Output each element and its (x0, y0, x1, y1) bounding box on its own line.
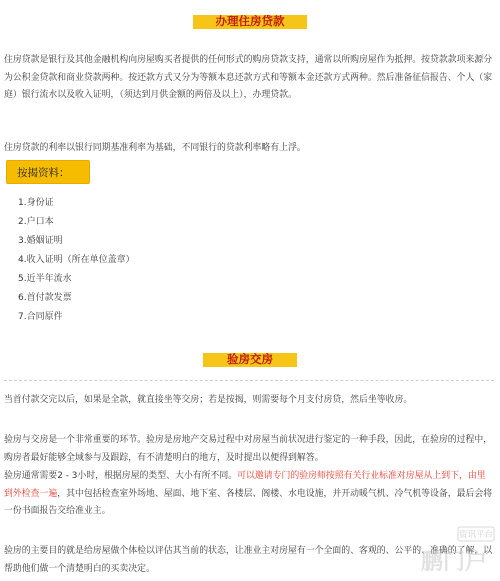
section-title-loan (185, 8, 315, 34)
inspection-paragraph-4: 验房的主要目的就是给房屋做个体检以评估其当前的状态，让准业主对房屋有一个全面的、客观的、公平的、准确的了解，以帮助他们做一个清楚明白的买卖决定。 (4, 546, 493, 574)
inspection-paragraph-3 (4, 468, 494, 521)
watermark-brand-text: 鹏门户 (420, 550, 488, 575)
materials-label-text: 按揭资料： (17, 166, 70, 179)
inspection-text: ，其中包括检查室外场地、屋面、地下室、各楼层、阁楼、水电设施，并开动暖气机、冷气机等设备，最后会将一份书面报告交给准业主。 (4, 488, 493, 516)
list-item: 4.收入证明（所在单位盖章） (18, 255, 135, 265)
section-title-text: 验房交房 (227, 352, 273, 366)
materials-label-tag (6, 160, 90, 184)
list-item: 7.合同原件 (18, 312, 63, 322)
loan-paragraph-2: 住房贷款的利率以银行同期基准利率为基础，不同银行的贷款利率略有上浮。 (4, 143, 306, 153)
list-item: 3.婚姻证明 (18, 236, 63, 246)
inspection-paragraph-1: 当首付款交完以后，如果是全款，就直接坐等交房；若是按揭，则需要每个月支付房贷，然后坐等收房。 (4, 395, 413, 405)
section-title-inspection (195, 346, 305, 372)
section-title-text: 办理住房贷款 (215, 14, 285, 28)
list-item: 6.首付款发票 (18, 293, 72, 303)
watermark-tag-text: 资讯平台 (458, 530, 494, 540)
divider (4, 380, 494, 381)
materials-list (18, 194, 135, 327)
loan-paragraph-1: 住房贷款是银行及其他金融机构向房屋购买者提供的任何形式的购房贷款支持，通常以所购房屋作为抵押。按贷款款项来源分为公积金贷款和商业贷款两种。按还款方式又分为等额本息还款方式和等额本金还款方式两种。然后准备征信报告、个人（家庭）银行流水以及收入证明，（须达到月供金额的两倍及以上），办理贷款。 (4, 55, 493, 100)
list-item: 5.近半年流水 (18, 274, 72, 284)
list-item: 1.身份证 (18, 198, 54, 208)
highlighted-text: 可以邀请专门的验房师按照有关行业标准对房屋从上到下，由里到外检查一遍 (4, 471, 486, 499)
list-item: 2.户口本 (18, 217, 54, 227)
inspection-text: 验房通常需要2 - 3小时，根据房屋的类型、大小有所不同。 (4, 471, 238, 481)
inspection-paragraph-2: 验房与交房是一个非常重要的环节。验房是房地产交易过程中对房屋当前状况进行鉴定的一种手段，因此，在验房的过程中，购房者最好能够全域参与及跟踪，有不清楚明白的地方，及时提出以便得到解答。 (4, 435, 493, 463)
